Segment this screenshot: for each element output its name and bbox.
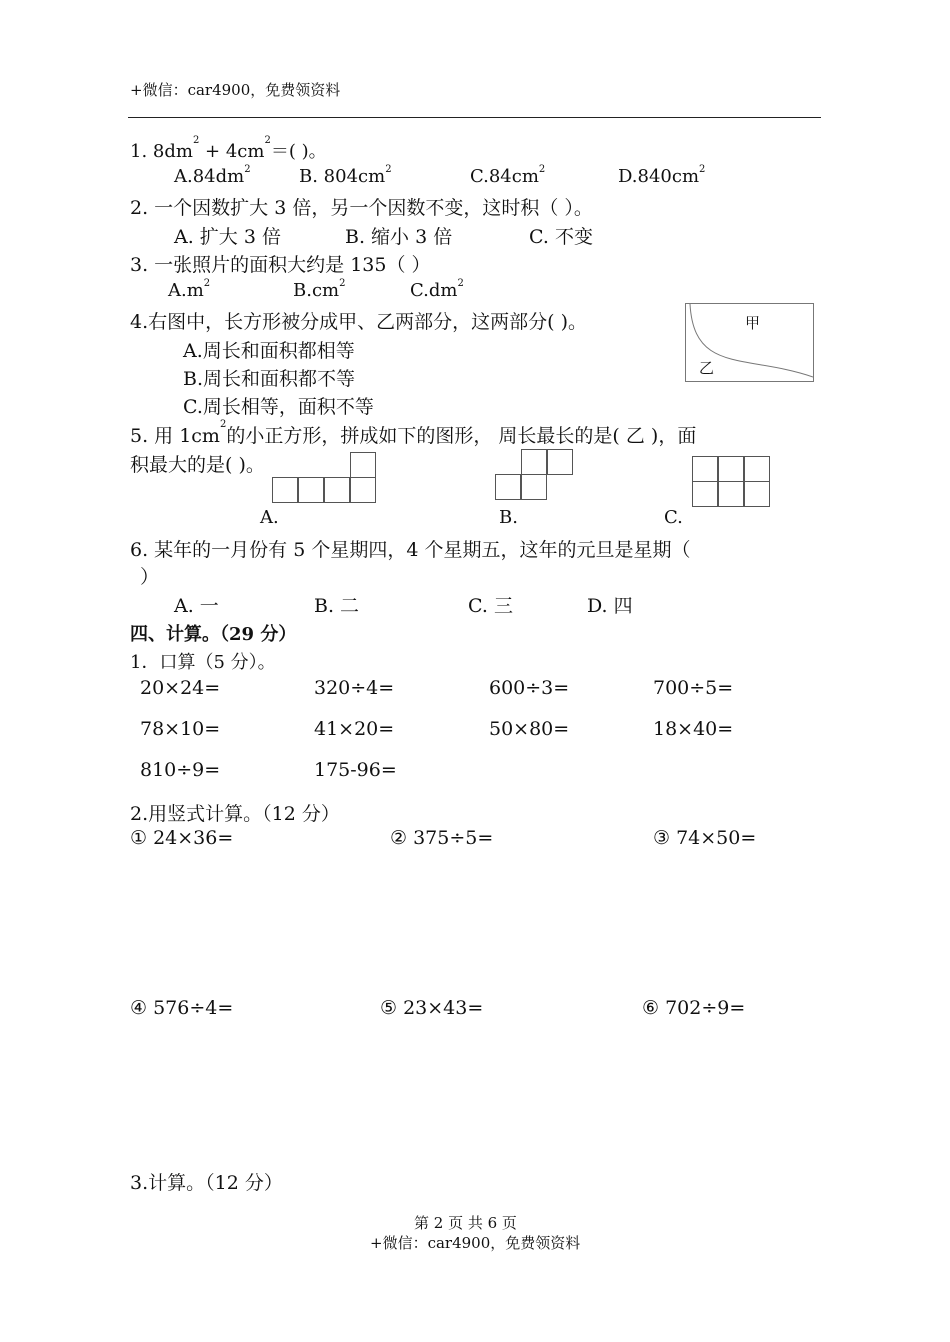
q2-option-b: B. 缩小 3 倍 (345, 226, 453, 248)
question-5-stem: 5. 用 $1cm^2$的小正方形，拼成如下的图形， 周长最长的是( 乙 )，面 (130, 419, 697, 447)
q6-option-c: C. 三 (468, 595, 513, 617)
question-5-line2: 积最大的是( )。 (130, 454, 265, 476)
figure-a-label: A. (260, 507, 279, 528)
vertical-item: ④ 576÷4= (130, 997, 234, 1019)
section-4-title: 四、计算。（29 分） (130, 624, 297, 645)
q1-option-b: B. $804cm^2$ (299, 164, 392, 187)
vertical-item: ② 375÷5= (390, 827, 494, 849)
q6-option-b: B. 二 (314, 595, 360, 617)
q4-option-a: A.周长和面积都相等 (183, 340, 355, 362)
q1-option-a: $A.84dm^2$ (174, 164, 251, 187)
question-2-stem: 2. 一个因数扩大 3 倍，另一个因数不变，这时积（ ）。 (130, 197, 593, 219)
oral-item: 18×40= (653, 718, 734, 740)
question-6-stem-line2: ） (140, 566, 160, 588)
vertical-item: ⑥ 702÷9= (642, 997, 746, 1019)
oral-item: 41×20= (314, 718, 395, 740)
footer-text: +微信：car4900，免费领资料 (370, 1234, 581, 1252)
label-yi: 乙 (699, 359, 715, 377)
oral-item: 78×10= (140, 718, 221, 740)
q3-option-a: $A.m^2$ (168, 278, 211, 301)
vertical-calc-title: 2.用竖式计算。（12 分） (130, 803, 340, 825)
oral-item: 700÷5= (653, 677, 734, 699)
q3-option-b: $B.cm^2$ (293, 278, 346, 301)
oral-calc-title: 1．口算（5 分）。 (130, 652, 276, 673)
oral-item: 20×24= (140, 677, 221, 699)
q2-option-a: A. 扩大 3 倍 (174, 226, 281, 248)
page-number: 第 2 页 共 6 页 (414, 1214, 517, 1232)
question-6-stem: 6. 某年的一月份有 5 个星期四，4 个星期五，这年的元旦是星期（ (130, 539, 691, 561)
q5-answer: 乙 (625, 425, 645, 447)
figure-c-label: C. (664, 507, 683, 528)
label-jia: 甲 (745, 314, 761, 332)
q1-option-d: $D.840cm^2$ (618, 164, 706, 187)
vertical-item: ① 24×36= (130, 827, 234, 849)
rectangle-figure (685, 303, 814, 382)
vertical-item: ⑤ 23×43= (380, 997, 484, 1019)
oral-item: 320÷4= (314, 677, 395, 699)
header-rule (128, 117, 821, 118)
figure-b-label: B. (499, 507, 518, 528)
q1-option-c: $C.84cm^2$ (470, 164, 546, 187)
question-1-stem: 1. $8dm^2 + 4cm^2=$( )。 (130, 135, 327, 162)
vertical-item: ③ 74×50= (653, 827, 757, 849)
q6-option-d: D. 四 (587, 595, 633, 617)
q4-option-b: B.周长和面积都不等 (183, 368, 356, 390)
header-text: +微信：car4900，免费领资料 (130, 81, 341, 99)
oral-item: 600÷3= (489, 677, 570, 699)
q4-option-c: C.周长相等，面积不等 (183, 396, 374, 418)
q3-option-c: $C.dm^2$ (410, 278, 464, 301)
question-4-stem: 4.右图中，长方形被分成甲、乙两部分，这两部分( )。 (130, 311, 587, 333)
oral-item: 175-96= (314, 759, 397, 781)
q2-option-c: C. 不变 (529, 226, 593, 248)
calc-title: 3.计算。（12 分） (130, 1172, 283, 1194)
oral-item: 810÷9= (140, 759, 221, 781)
q6-option-a: A. 一 (174, 595, 219, 617)
question-3-stem: 3. 一张照片的面积大约是 135（ ） (130, 254, 431, 276)
oral-item: 50×80= (489, 718, 570, 740)
